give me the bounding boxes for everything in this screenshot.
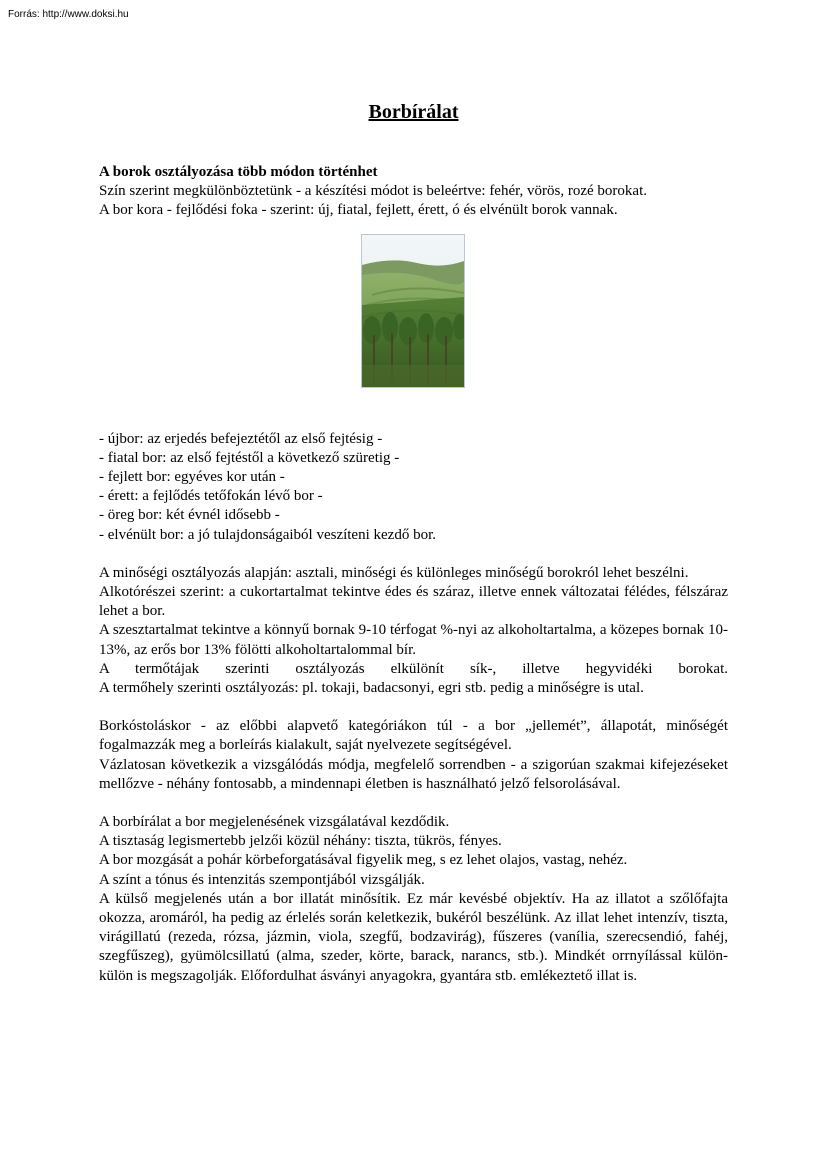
- age-stage-list: [99, 430, 728, 545]
- appearance-paragraph: A borbírálat a bor megjelenésének vizsgálatával kezdődik.: [99, 814, 450, 831]
- list-item: - fiatal bor: az első fejtéstől a következő szüretig -: [99, 449, 400, 466]
- aroma-paragraph: A külső megjelenés után a bor illatát minősítik. Ez már kevésbé objektív. Ha az illatot a szőlőfajta okozza, aromáról, ha pedig az érlelés során keletkezik, bukéról beszélünk. Az illat lehet intenzív, tiszta, virágillatú (rezeda, rózsa, jázmin, viola, szegfű, bodzavirág), fűszeres (vanília, szerecsendió, fahéj, szegfűszeg), gyümölcsillatú (alma, szeder, körte, barack, narancs, stb.). Mindkét orrnyílással külön-külön is megszagolják. Előfordulhat ásványi anyagokra, gyantára stb. emlékeztető illat is.: [99, 890, 728, 984]
- list-item: - érett: a fejlődés tetőfokán lévő bor -: [99, 488, 323, 505]
- clarity-paragraph: A tisztaság legismertebb jelzői közül néhány: tiszta, tükrös, fényes.: [99, 833, 502, 850]
- movement-paragraph: A bor mozgását a pohár körbeforgatásával figyelik meg, s ez lehet olajos, vastag, nehéz.: [99, 852, 628, 869]
- color-classification: Szín szerint megkülönböztetünk - a készítési módot is beleértve: fehér, vörös, rozé borokat.: [99, 183, 647, 200]
- components-paragraph: Alkotórészei szerint: a cukortartalmat tekintve édes és száraz, illetve ennek változatai félédes, félszáraz lehet a bor.: [99, 584, 728, 620]
- list-item: - újbor: az erjedés befejeztétől az első fejtésig -: [99, 430, 383, 447]
- document-body: [99, 163, 728, 986]
- method-paragraph: Vázlatosan következik a vizsgálódás módja, megfelelő sorrendben - a szigorúan szakmai kifejezéseket mellőzve - néhány fontosabb, a mindennapi életben is használható jelző felsorolásával.: [99, 756, 728, 792]
- quality-paragraph: A minőségi osztályozás alapján: asztali, minőségi és különleges minőségű borokról lehet beszélni.: [99, 564, 689, 581]
- tasting-paragraph: Borkóstoláskor - az előbbi alapvető kategóriákon túl - a bor „jellemét”, állapotát, minőségét fogalmazzák meg a borleírás kialakult, saját nyelvezete segítségével.: [99, 718, 728, 754]
- region-paragraph: A termőtájak szerinti osztályozás elkülönít sík-, illetve hegyvidéki borokat.: [99, 660, 728, 677]
- photo-container: [99, 221, 728, 430]
- list-item: - öreg bor: két évnél idősebb -: [99, 507, 280, 524]
- origin-paragraph: A termőhely szerinti osztályozás: pl. tokaji, badacsonyi, egri stb. pedig a minőségre is utal.: [99, 680, 644, 697]
- page-title: Borbírálat: [368, 101, 459, 123]
- list-item: - fejlett bor: egyéves kor után -: [99, 469, 285, 486]
- color-paragraph: A színt a tónus és intenzitás szempontjából vizsgálják.: [99, 871, 425, 888]
- list-item: - elvénült bor: a jó tulajdonságaiból veszíteni kezdő bor.: [99, 526, 436, 543]
- section-heading: A borok osztályozása több módon történhet: [99, 164, 378, 180]
- alcohol-paragraph: A szesztartalmat tekintve a könnyű bornak 9-10 térfogat %-nyi az alkoholtartalma, a közepes bornak 10-13%, az erős bor 13% fölötti alkoholtartalommal bír.: [99, 622, 728, 658]
- source-label: Forrás: http://www.doksi.hu: [8, 9, 129, 20]
- vineyard-photo: [361, 234, 465, 388]
- age-classification: A bor kora - fejlődési foka - szerint: új, fiatal, fejlett, érett, ó és elvénült borok vannak.: [99, 202, 618, 219]
